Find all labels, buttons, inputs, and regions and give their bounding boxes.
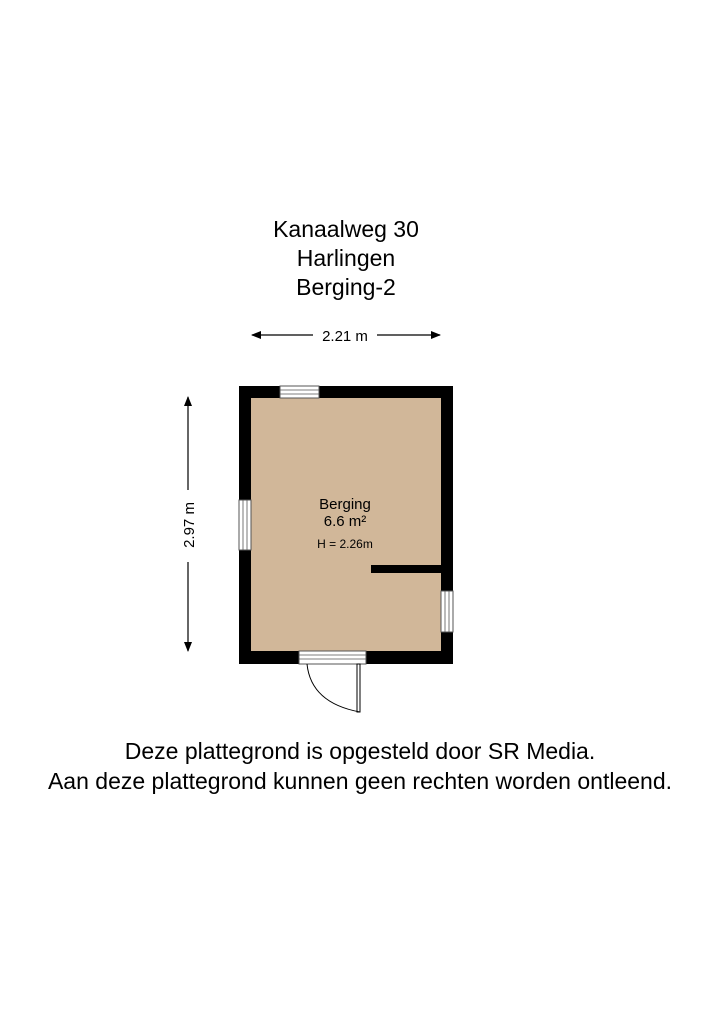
door bbox=[299, 651, 366, 712]
width-dimension-label: 2.21 m bbox=[322, 328, 368, 345]
window-left bbox=[239, 500, 251, 550]
width-dimension bbox=[252, 328, 440, 345]
interior-partition bbox=[371, 565, 443, 573]
wall-bottom-right bbox=[366, 651, 453, 664]
wall-right-upper bbox=[441, 386, 453, 591]
wall-left-upper bbox=[239, 386, 251, 500]
address-title: Kanaalweg 30 bbox=[273, 216, 419, 242]
door-leaf bbox=[357, 664, 360, 712]
room-ceiling-height: H = 2.26m bbox=[317, 537, 373, 551]
wall-top-right bbox=[319, 386, 453, 398]
city-title: Harlingen bbox=[296, 245, 396, 271]
disclaimer bbox=[0, 736, 720, 796]
door-swing-arc bbox=[307, 664, 360, 712]
window-right bbox=[441, 591, 453, 632]
window-top bbox=[280, 386, 319, 398]
wall-left-lower bbox=[239, 550, 251, 664]
disclaimer-line-1: Deze plattegrond is opgesteld door SR Media. bbox=[124, 738, 596, 764]
disclaimer-line-2: Aan deze plattegrond kunnen geen rechten worden ontleend. bbox=[47, 768, 673, 794]
height-dimension-label: 2.97 m bbox=[181, 502, 198, 548]
room-area: 6.6 m² bbox=[323, 513, 367, 530]
room-name: Berging bbox=[319, 496, 371, 513]
wall-bottom-left bbox=[239, 651, 299, 664]
plan-name-title: Berging-2 bbox=[296, 274, 396, 300]
height-dimension bbox=[181, 397, 198, 651]
